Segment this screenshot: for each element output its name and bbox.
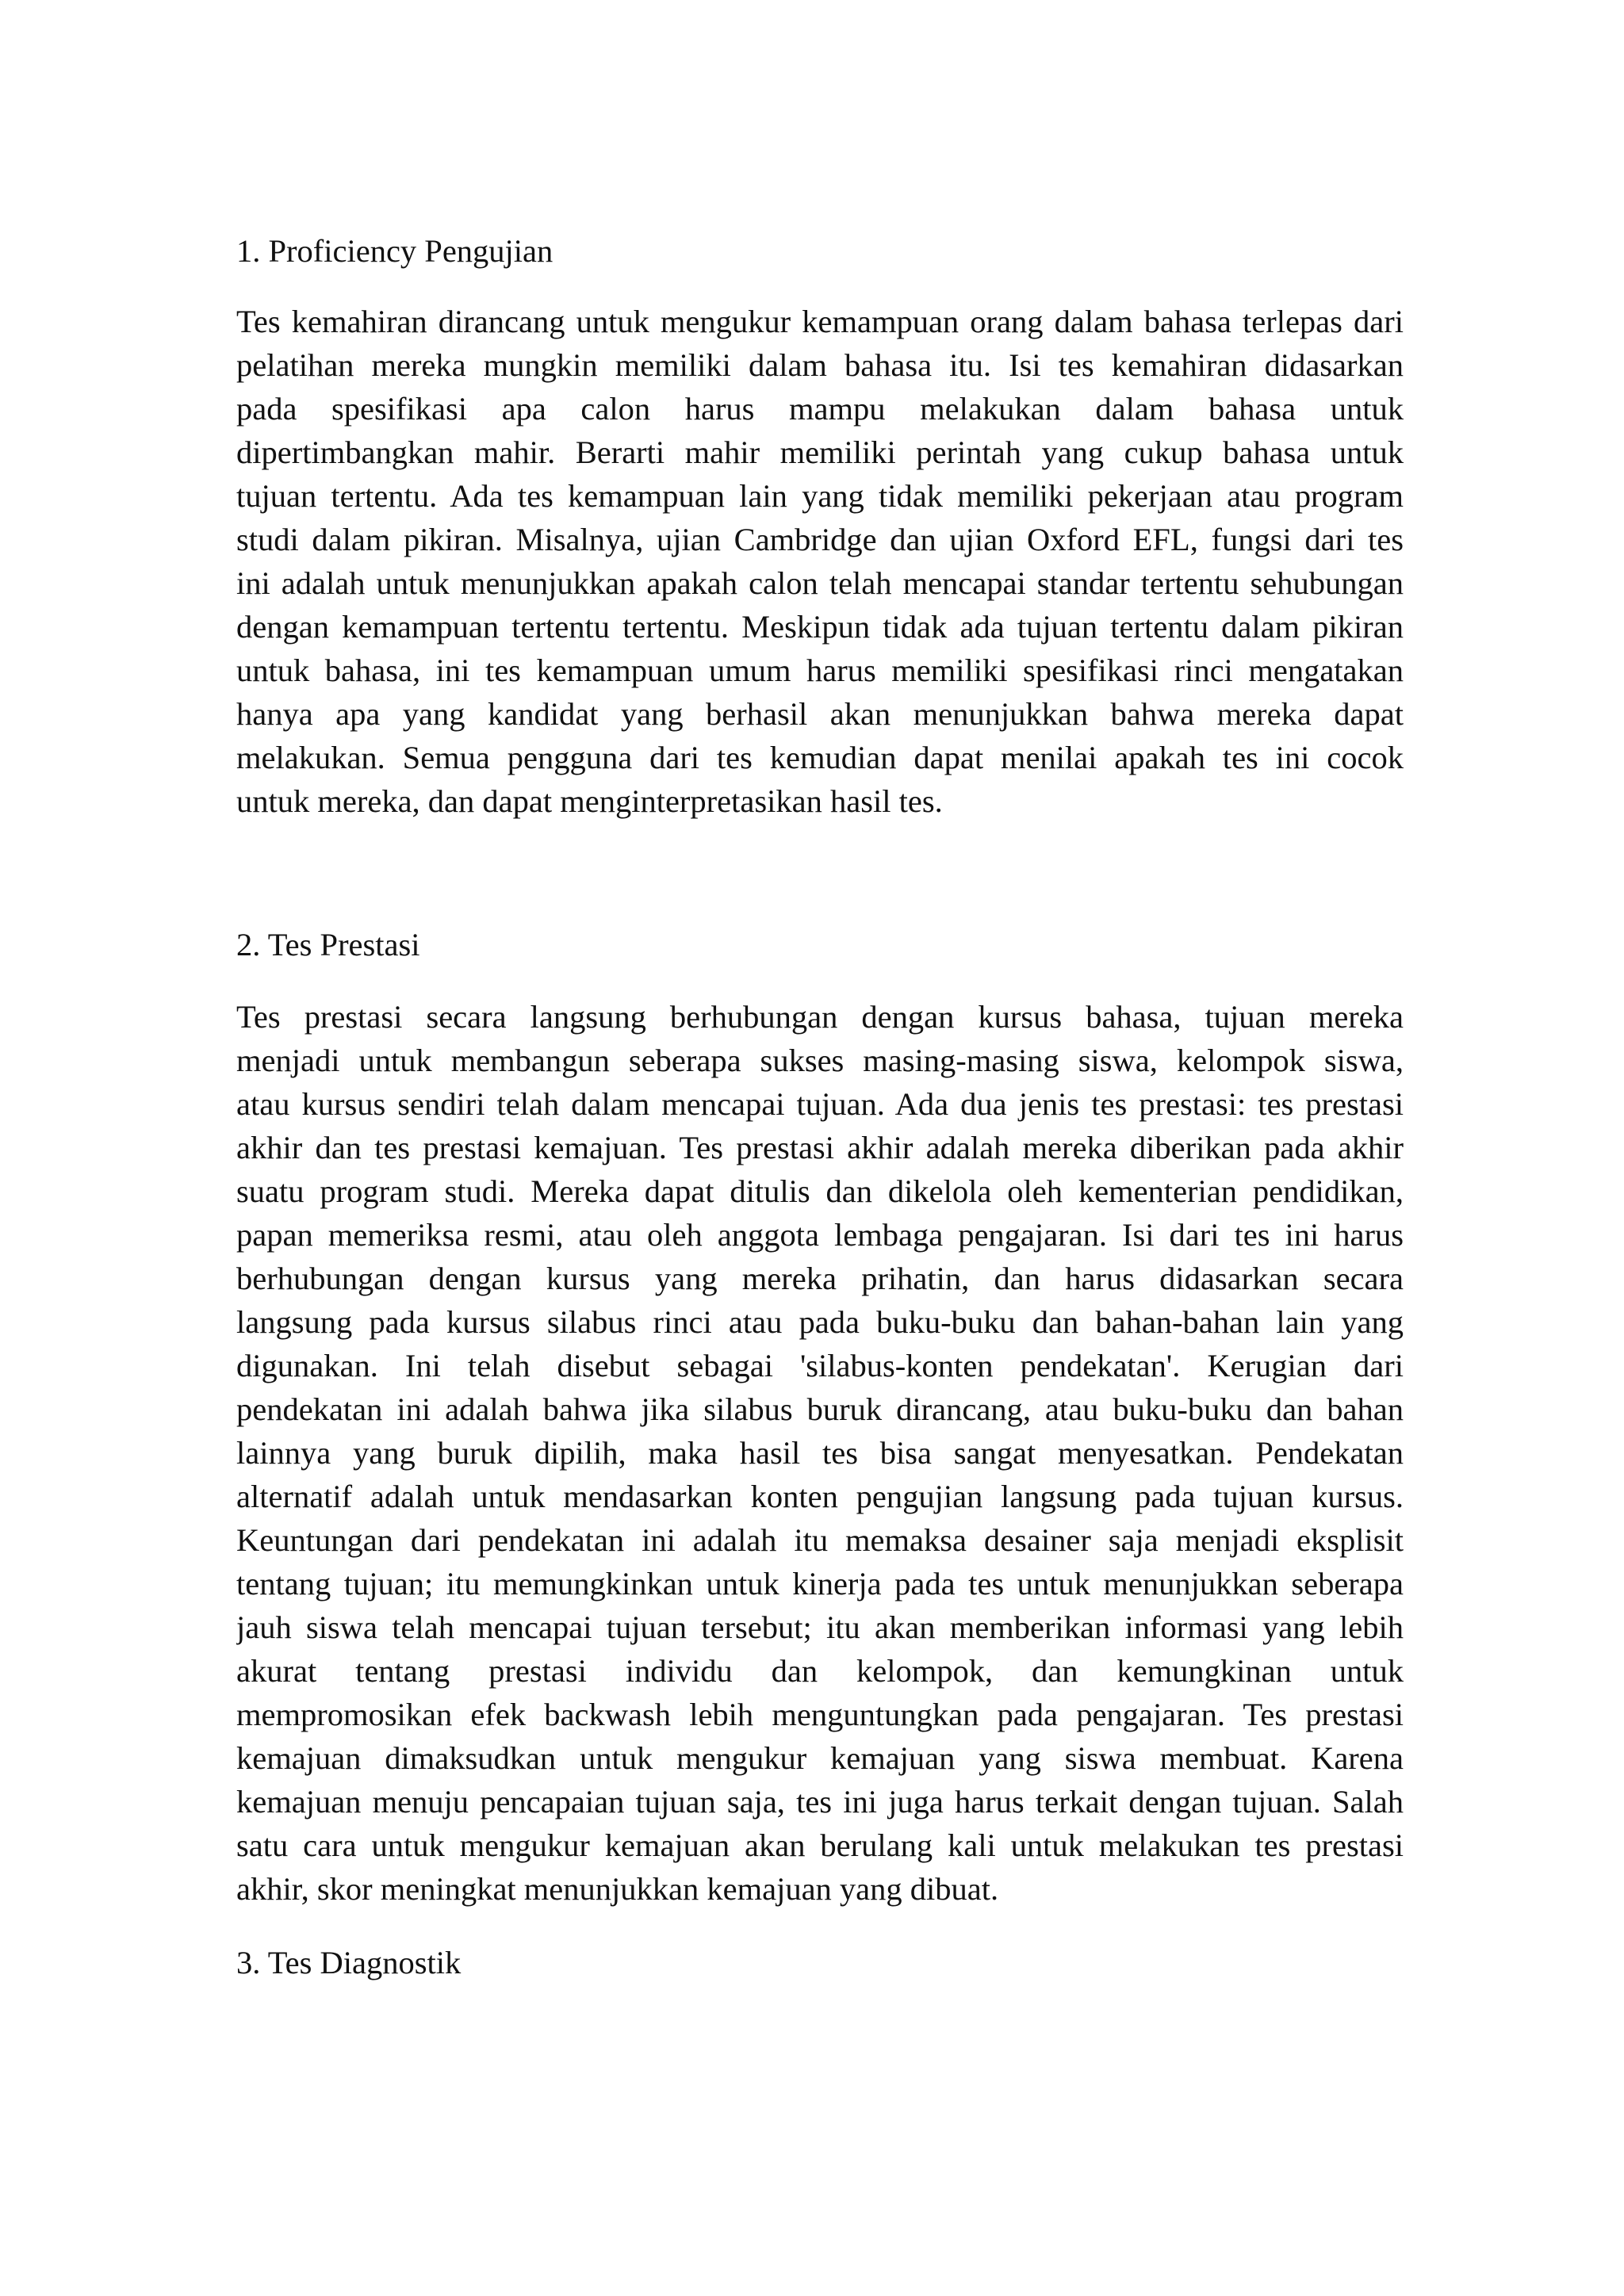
- paragraph-line: akhir, skor meningkat menunjukkan kemajuan yang dibuat.: [236, 1871, 999, 1907]
- paragraph-line: langsung pada kursus silabus rinci atau pada buku-buku dan bahan-bahan lain yang: [236, 1304, 1404, 1340]
- paragraph-line: kemajuan dimaksudkan untuk mengukur kemajuan yang siswa membuat. Karena: [236, 1740, 1404, 1776]
- paragraph-line: digunakan. Ini telah disebut sebagai 'silabus-konten pendekatan'. Kerugian dari: [236, 1348, 1404, 1383]
- paragraph-line: studi dalam pikiran. Misalnya, ujian Cambridge dan ujian Oxford EFL, fungsi dari tes: [236, 522, 1404, 557]
- paragraph-line: pada spesifikasi apa calon harus mampu melakukan dalam bahasa untuk: [236, 391, 1404, 427]
- paragraph-line: Tes prestasi secara langsung berhubungan dengan kursus bahasa, tujuan mereka: [236, 999, 1404, 1035]
- paragraph-proficiency: [236, 300, 1404, 823]
- paragraph-line: akhir dan tes prestasi kemajuan. Tes prestasi akhir adalah mereka diberikan pada akhir: [236, 1130, 1404, 1165]
- paragraph-line: alternatif adalah untuk mendasarkan konten pengujian langsung pada tujuan kursus.: [236, 1479, 1404, 1514]
- paragraph-prestasi: [236, 995, 1404, 1911]
- paragraph-line: kemajuan menuju pencapaian tujuan saja, tes ini juga harus terkait dengan tujuan. Salah: [236, 1784, 1404, 1820]
- paragraph-line: akurat tentang prestasi individu dan kelompok, dan kemungkinan untuk: [236, 1653, 1404, 1689]
- paragraph-line: hanya apa yang kandidat yang berhasil akan menunjukkan bahwa mereka dapat: [236, 696, 1404, 732]
- paragraph-line: suatu program studi. Mereka dapat ditulis dan dikelola oleh kementerian pendidikan,: [236, 1173, 1404, 1209]
- paragraph-line: atau kursus sendiri telah dalam mencapai tujuan. Ada dua jenis tes prestasi: tes prestasi: [236, 1086, 1404, 1122]
- paragraph-line: satu cara untuk mengukur kemajuan akan berulang kali untuk melakukan tes prestasi: [236, 1827, 1404, 1863]
- paragraph-line: untuk bahasa, ini tes kemampuan umum harus memiliki spesifikasi rinci mengatakan: [236, 652, 1404, 688]
- paragraph-line: tujuan tertentu. Ada tes kemampuan lain yang tidak memiliki pekerjaan atau program: [236, 478, 1404, 514]
- paragraph-line: dengan kemampuan tertentu tertentu. Meskipun tidak ada tujuan tertentu dalam pikiran: [236, 609, 1404, 645]
- paragraph-line: papan memeriksa resmi, atau oleh anggota lembaga pengajaran. Isi dari tes ini harus: [236, 1217, 1404, 1253]
- paragraph-line: tentang tujuan; itu memungkinkan untuk kinerja pada tes untuk menunjukkan seberapa: [236, 1566, 1404, 1601]
- paragraph-line: Tes kemahiran dirancang untuk mengukur kemampuan orang dalam bahasa terlepas dari: [236, 304, 1404, 339]
- paragraph-line: pendekatan ini adalah bahwa jika silabus buruk dirancang, atau buku-buku dan bahan: [236, 1391, 1404, 1427]
- paragraph-line: melakukan. Semua pengguna dari tes kemudian dapat menilai apakah tes ini cocok: [236, 740, 1404, 775]
- section-heading-prestasi: 2. Tes Prestasi: [236, 927, 420, 962]
- section-heading-diagnostik: 3. Tes Diagnostik: [236, 1945, 462, 1980]
- paragraph-line: jauh siswa telah mencapai tujuan tersebut; itu akan memberikan informasi yang lebih: [236, 1609, 1404, 1645]
- paragraph-line: untuk mereka, dan dapat menginterpretasikan hasil tes.: [236, 783, 943, 819]
- paragraph-line: ini adalah untuk menunjukkan apakah calon telah mencapai standar tertentu sehubungan: [236, 565, 1404, 601]
- paragraph-line: menjadi untuk membangun seberapa sukses masing-masing siswa, kelompok siswa,: [236, 1043, 1404, 1078]
- paragraph-line: mempromosikan efek backwash lebih menguntungkan pada pengajaran. Tes prestasi: [236, 1697, 1404, 1732]
- paragraph-line: lainnya yang buruk dipilih, maka hasil tes bisa sangat menyesatkan. Pendekatan: [236, 1435, 1404, 1471]
- paragraph-line: berhubungan dengan kursus yang mereka prihatin, dan harus didasarkan secara: [236, 1261, 1404, 1296]
- paragraph-line: pelatihan mereka mungkin memiliki dalam bahasa itu. Isi tes kemahiran didasarkan: [236, 347, 1404, 383]
- section-heading-proficiency: 1. Proficiency Pengujian: [236, 233, 553, 269]
- paragraph-line: Keuntungan dari pendekatan ini adalah itu memaksa desainer saja menjadi eksplisit: [236, 1522, 1404, 1558]
- paragraph-line: dipertimbangkan mahir. Berarti mahir memiliki perintah yang cukup bahasa untuk: [236, 434, 1404, 470]
